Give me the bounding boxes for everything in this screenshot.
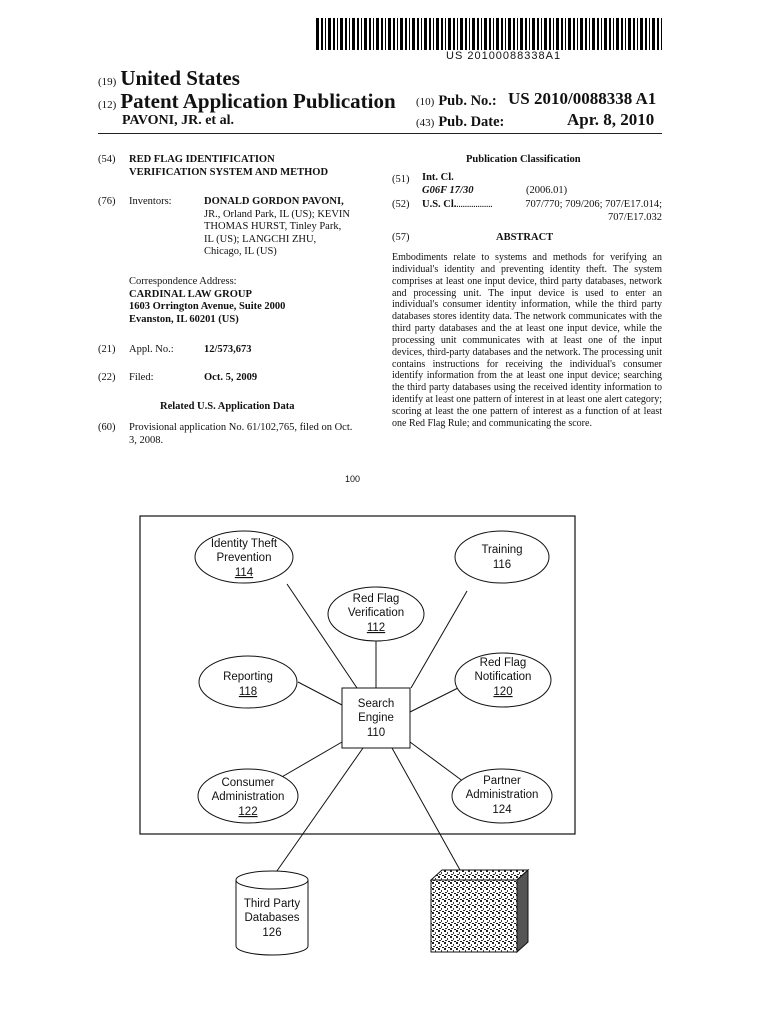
node-label: Third Party bbox=[243, 898, 301, 910]
node-ref: 112 bbox=[366, 622, 386, 634]
inventor-line: JR., Orland Park, IL (US); KEVIN bbox=[204, 208, 351, 220]
input-device-icon bbox=[431, 870, 528, 952]
uscl-line: 707/E17.032 bbox=[608, 211, 662, 223]
node-consumer-administration bbox=[198, 769, 298, 823]
connector-reporting bbox=[298, 682, 342, 705]
connector-consumer bbox=[280, 742, 342, 778]
appl-code: (21) bbox=[98, 344, 116, 355]
device-top-face bbox=[431, 870, 528, 880]
intcl-label: Int. Cl. bbox=[422, 172, 454, 183]
uscl-line: 707/770; 709/206; 707/E17.014; bbox=[525, 199, 662, 210]
node-label: Partner bbox=[483, 775, 521, 787]
correspondence-line: CARDINAL LAW GROUP bbox=[129, 288, 252, 300]
connector-notification bbox=[410, 687, 460, 712]
node-red-flag-notification bbox=[455, 653, 551, 707]
type-code: (12) bbox=[98, 99, 117, 111]
uscl-code: (52) bbox=[392, 199, 410, 210]
node-ref: 120 bbox=[493, 686, 513, 698]
filed-value: Oct. 5, 2009 bbox=[204, 372, 258, 383]
device-side-face bbox=[517, 870, 528, 952]
correspondence-line: Evanston, IL 60201 (US) bbox=[129, 313, 239, 325]
node-label: Consumer bbox=[221, 777, 275, 789]
connector-device bbox=[392, 748, 460, 870]
node-ref: 124 bbox=[492, 804, 512, 816]
filed-label: Filed: bbox=[129, 372, 154, 383]
uscl-label: U.S. Cl. bbox=[422, 199, 457, 210]
node-label: Identity Theft bbox=[210, 538, 278, 550]
classification-heading: Publication Classification bbox=[466, 154, 581, 165]
provisional-code: (60) bbox=[98, 422, 116, 433]
node-search-engine bbox=[342, 688, 410, 748]
inventor-line: THOMAS HURST, Tinley Park, bbox=[204, 221, 342, 232]
node-label: Reporting bbox=[223, 671, 273, 683]
inventors-label: Inventors: bbox=[129, 196, 172, 207]
abstract-code: (57) bbox=[392, 232, 410, 243]
intcl-code: (51) bbox=[392, 174, 410, 185]
abstract-heading: ABSTRACT bbox=[496, 232, 554, 243]
barcode-number: US 20100088338A1 bbox=[446, 50, 562, 62]
appl-value: 12/573,673 bbox=[204, 344, 252, 355]
pubno-code: (10) bbox=[416, 96, 435, 108]
node-reporting bbox=[199, 656, 297, 708]
node-label: Databases bbox=[244, 912, 300, 924]
abstract-body: Embodiments relate to systems and methods for verifying an individual's identity and preventing identity theft. The system comprises at least one input device, third party databases, network and processing unit. The input device is used to enter an individual's consumer identity information, while the third party databases stores identity data. The network communicates with the third party databases and the at least one input device, while the processing unit communicates with at least one of the input devices, third-party databases and the network. The processing unit contains instructions for receiving the individual's consumer identify information from the at least one input device; searching the third party databases using the received identity information to identify at least one pattern of interest in at least one alert category; scoring at least the one pattern of interest as a function of at least one Red Flag Rule; and communicating the score. bbox=[392, 252, 662, 429]
correspondence-label: Correspondence Address: bbox=[129, 276, 237, 287]
title-code: (54) bbox=[98, 154, 116, 165]
figure-ref: 100 bbox=[345, 474, 361, 484]
inventor-line: IL (US); LANGCHI ZHU, bbox=[204, 233, 317, 245]
date-label: Pub. Date: bbox=[438, 114, 505, 130]
database-cylinder-top bbox=[236, 871, 308, 889]
node-ref: 116 bbox=[492, 559, 512, 571]
authors: PAVONI, JR. et al. bbox=[122, 113, 234, 128]
node-partner-administration bbox=[452, 769, 552, 823]
node-ellipse bbox=[455, 531, 549, 583]
node-label: Notification bbox=[474, 671, 532, 683]
node-identity-theft-prevention bbox=[195, 531, 293, 583]
intcl-year: (2006.01) bbox=[526, 185, 568, 196]
node-label: Prevention bbox=[216, 552, 272, 564]
publication-type: Patent Application Publication bbox=[120, 89, 396, 113]
related-heading: Related U.S. Application Data bbox=[160, 401, 295, 412]
date-value: Apr. 8, 2010 bbox=[567, 110, 655, 129]
country-code: (19) bbox=[98, 76, 117, 88]
node-ref: 122 bbox=[238, 806, 258, 818]
node-label: Administration bbox=[465, 789, 539, 801]
date-code: (43) bbox=[416, 117, 435, 129]
node-ref: 118 bbox=[238, 686, 258, 698]
device-front-face bbox=[431, 880, 517, 952]
appl-label: Appl. No.: bbox=[129, 344, 174, 355]
pubno-label: Pub. No.: bbox=[438, 93, 497, 109]
node-label: Search bbox=[357, 698, 395, 710]
node-label: Engine bbox=[358, 712, 394, 724]
title-line: VERIFICATION SYSTEM AND METHOD bbox=[129, 166, 329, 178]
node-training bbox=[455, 531, 549, 583]
title-line: RED FLAG IDENTIFICATION bbox=[129, 154, 275, 165]
inventor-line: Chicago, IL (US) bbox=[204, 246, 277, 257]
node-label: Verification bbox=[347, 607, 405, 619]
filed-code: (22) bbox=[98, 372, 116, 383]
node-label: Administration bbox=[211, 791, 285, 803]
correspondence-line: 1603 Orrington Avenue, Suite 2000 bbox=[129, 301, 286, 312]
provisional-line: Provisional application No. 61/102,765, filed on Oct. bbox=[129, 422, 353, 433]
node-label: Red Flag bbox=[479, 657, 527, 669]
inventor-line: DONALD GORDON PAVONI, bbox=[204, 196, 344, 207]
node-third-party-databases bbox=[236, 871, 308, 955]
country: United States bbox=[120, 66, 240, 90]
inventors-code: (76) bbox=[98, 196, 116, 207]
pubno-value: US 2010/0088338 A1 bbox=[508, 89, 657, 108]
intcl-value: G06F 17/30 bbox=[422, 185, 474, 196]
node-label: Training bbox=[481, 544, 523, 556]
node-ref: 126 bbox=[262, 927, 282, 939]
connector-partner bbox=[410, 742, 464, 782]
node-ref: 110 bbox=[366, 727, 386, 739]
uscl-dots: .................. bbox=[454, 199, 493, 210]
node-ref: 114 bbox=[234, 567, 254, 579]
provisional-line: 3, 2008. bbox=[129, 434, 164, 446]
node-red-flag-verification bbox=[328, 587, 424, 641]
node-label: Red Flag bbox=[352, 593, 400, 605]
